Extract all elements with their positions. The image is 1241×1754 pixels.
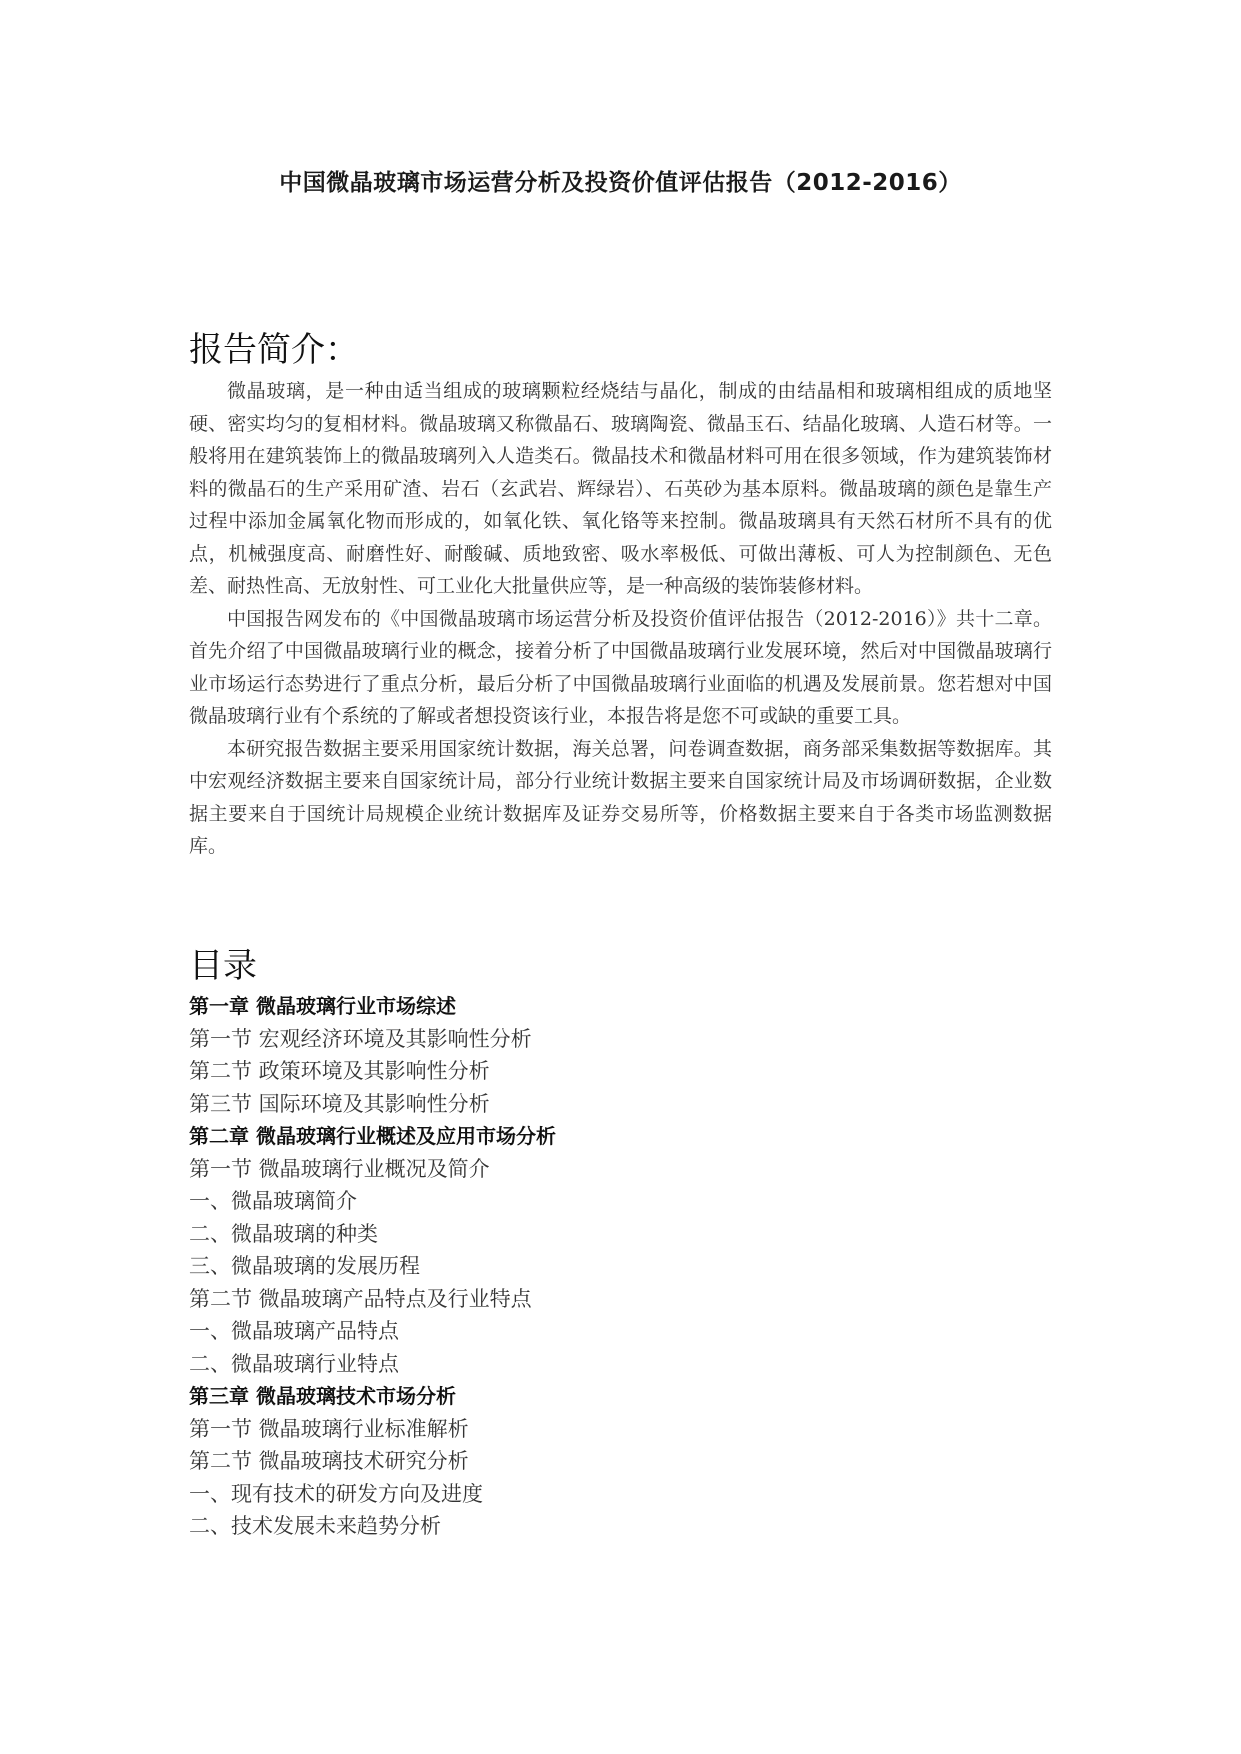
toc-section: 第二节 微晶玻璃产品特点及行业特点 bbox=[189, 1286, 532, 1311]
toc-section: 第一节 宏观经济环境及其影响性分析 bbox=[189, 1026, 532, 1051]
intro-paragraph: 微晶玻璃，是一种由适当组成的玻璃颗粒经烧结与晶化，制成的由结晶相和玻璃相组成的质地坚硬、密实均匀的复相材料。微晶玻璃又称微晶石、玻璃陶瓷、微晶玉石、结晶化玻璃、人造石材等。一般将用在建筑装饰上的微晶玻璃列入人造类石。微晶技术和微晶材料可用在很多领域，作为建筑装饰材料的微晶石的生产采用矿渣、岩石（玄武岩、辉绿岩）、石英砂为基本原料。微晶玻璃的颜色是靠生产过程中添加金属氧化物而形成的，如氧化铁、氧化铬等来控制。微晶玻璃具有天然石材所不具有的优点，机械强度高、耐磨性好、耐酸碱、质地致密、吸水率极低、可做出薄板、可人为控制颜色、无色差、耐热性高、无放射性、可工业化大批量供应等，是一种高级的装饰装修材料。 bbox=[189, 380, 1052, 597]
toc-chapter: 第一章 微晶玻璃行业市场综述 bbox=[189, 994, 456, 1018]
intro-paragraph: 中国报告网发布的《中国微晶玻璃市场运营分析及投资价值评估报告（2012-2016）》共十二章。首先介绍了中国微晶玻璃行业的概念，接着分析了中国微晶玻璃行业发展环境，然后对中国微晶玻璃行业市场运行态势进行了重点分析，最后分析了中国微晶玻璃行业面临的机遇及发展前景。您若想对中国微晶玻璃行业有个系统的了解或者想投资该行业，本报告将是您不可或缺的重要工具。 bbox=[189, 607, 1052, 727]
toc-item: 二、微晶玻璃的种类 bbox=[189, 1221, 378, 1246]
intro-heading: 报告简介： bbox=[189, 330, 359, 370]
toc-item: 三、微晶玻璃的发展历程 bbox=[189, 1254, 420, 1278]
toc-section: 第一节 微晶玻璃行业概况及简介 bbox=[189, 1156, 490, 1181]
toc-chapter: 第三章 微晶玻璃技术市场分析 bbox=[189, 1384, 456, 1408]
toc-item: 二、技术发展未来趋势分析 bbox=[189, 1514, 441, 1538]
toc-heading: 目录 bbox=[189, 946, 257, 986]
toc-section: 第一节 微晶玻璃行业标准解析 bbox=[189, 1416, 469, 1441]
intro-paragraph: 本研究报告数据主要采用国家统计数据，海关总署，问卷调查数据，商务部采集数据等数据库。其中宏观经济数据主要来自国家统计局，部分行业统计数据主要来自国家统计局及市场调研数据，企业数据主要来自于国统计局规模企业统计数据库及证券交易所等，价格数据主要来自于各类市场监测数据库。 bbox=[189, 737, 1052, 857]
toc-chapter: 第二章 微晶玻璃行业概述及应用市场分析 bbox=[189, 1124, 556, 1148]
toc-item: 一、微晶玻璃产品特点 bbox=[189, 1319, 399, 1343]
toc-item: 一、微晶玻璃简介 bbox=[189, 1189, 357, 1213]
toc-section: 第二节 政策环境及其影响性分析 bbox=[189, 1059, 490, 1083]
intro-body bbox=[189, 375, 1052, 863]
document-title: 中国微晶玻璃市场运营分析及投资价值评估报告（2012-2016） bbox=[279, 170, 962, 196]
table-of-contents bbox=[189, 990, 1052, 1543]
toc-section: 第三节 国际环境及其影响性分析 bbox=[189, 1091, 490, 1116]
toc-item: 二、微晶玻璃行业特点 bbox=[189, 1351, 399, 1376]
toc-section: 第二节 微晶玻璃技术研究分析 bbox=[189, 1449, 469, 1473]
toc-item: 一、现有技术的研发方向及进度 bbox=[189, 1481, 483, 1506]
